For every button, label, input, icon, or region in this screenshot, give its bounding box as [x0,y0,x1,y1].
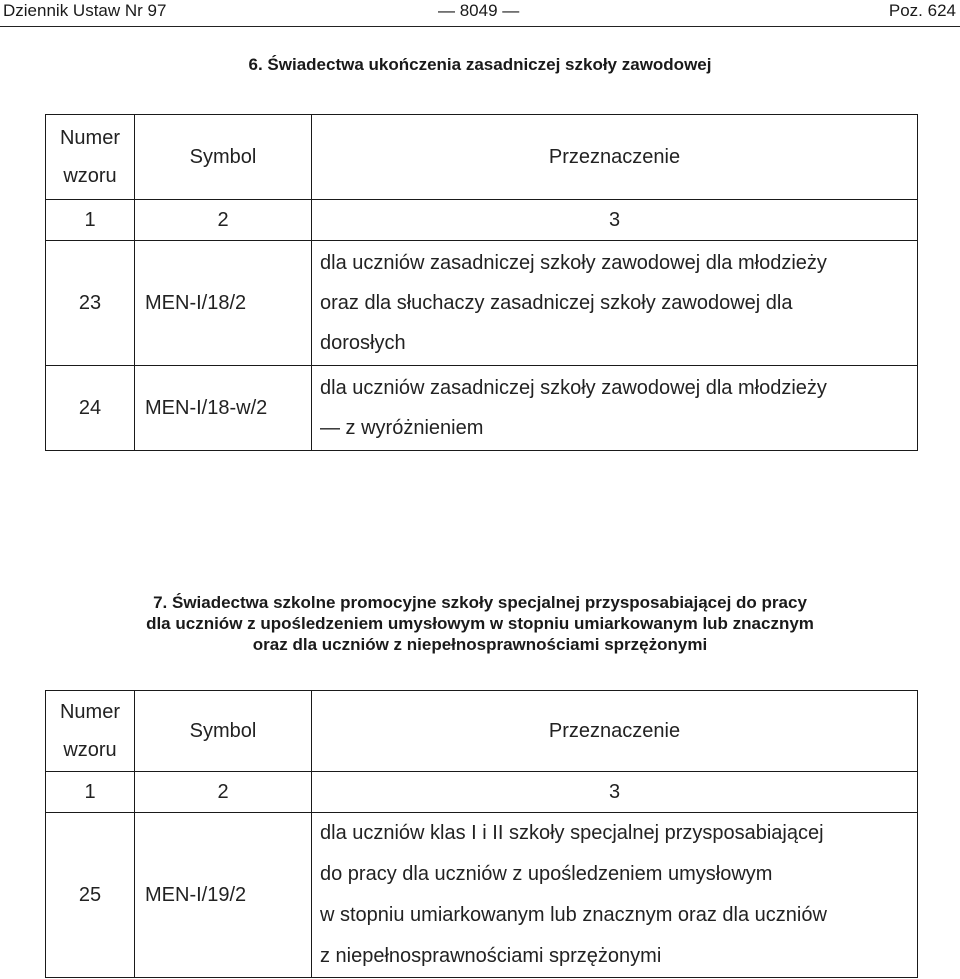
column-header-number-line1: Numer [59,127,120,149]
purpose-line: dla uczniów klas I i II szkoły specjalnej przysposabiającej [320,822,824,844]
row-purpose [312,241,918,366]
purpose-line: dla uczniów zasadniczej szkoły zawodowej dla młodzieży [320,252,827,274]
index-cell: 2 [135,200,312,241]
header-rule [0,26,960,27]
column-header-number [46,691,135,772]
table-header-row [46,115,918,200]
index-cell: 3 [312,200,918,241]
column-header-symbol: Symbol [135,115,312,200]
purpose-line: dorosłych [320,332,406,354]
table-index-row [46,200,918,241]
table-index-row [46,772,918,813]
index-cell: 1 [46,200,135,241]
section-6-title: 6. Świadectwa ukończenia zasadniczej szkoły zawodowej [248,55,712,74]
row-number: 23 [46,241,135,366]
index-cell: 3 [312,772,918,813]
section-7-title-line: dla uczniów z upośledzeniem umysłowym w stopniu umiarkowanym lub znacznym [146,614,814,633]
table-row [46,241,918,366]
column-header-number-line2: wzoru [63,165,117,187]
purpose-line: z niepełnosprawnościami sprzężonymi [320,945,662,967]
column-header-number [46,115,135,200]
column-header-purpose: Przeznaczenie [312,691,918,772]
table-row [46,813,918,978]
section-7-title-line: 7. Świadectwa szkolne promocyjne szkoły specjalnej przysposabiającej do pracy [153,593,807,612]
index-cell: 1 [46,772,135,813]
section-7-title [0,592,960,655]
purpose-line: dla uczniów zasadniczej szkoły zawodowej dla młodzieży [320,377,827,399]
row-purpose [312,366,918,451]
column-header-symbol: Symbol [135,691,312,772]
purpose-line: oraz dla słuchaczy zasadniczej szkoły zawodowej dla [320,292,793,314]
section-6-table [45,114,918,451]
section-7-title-line: oraz dla uczniów z niepełnosprawnościami sprzężonymi [252,635,708,654]
table-header-row [46,691,918,772]
table-row [46,366,918,451]
row-purpose [312,813,918,978]
row-number: 25 [46,813,135,978]
row-symbol: MEN-I/18/2 [135,241,312,366]
row-symbol: MEN-I/18-w/2 [135,366,312,451]
purpose-line: w stopniu umiarkowanym lub znacznym oraz dla uczniów [320,904,827,926]
page-header [0,0,960,30]
column-header-number-line1: Numer [59,701,120,723]
row-symbol: MEN-I/19/2 [135,813,312,978]
journal-name: Dziennik Ustaw Nr 97 [3,1,167,20]
position-number: Poz. 624 [888,1,956,20]
row-number: 24 [46,366,135,451]
purpose-line: — z wyróżnieniem [320,417,484,439]
column-header-number-line2: wzoru [63,739,117,761]
purpose-line: do pracy dla uczniów z upośledzeniem umysłowym [320,863,773,885]
index-cell: 2 [135,772,312,813]
page-number: — 8049 — [438,1,520,20]
section-7-table [45,690,918,978]
column-header-purpose: Przeznaczenie [312,115,918,200]
